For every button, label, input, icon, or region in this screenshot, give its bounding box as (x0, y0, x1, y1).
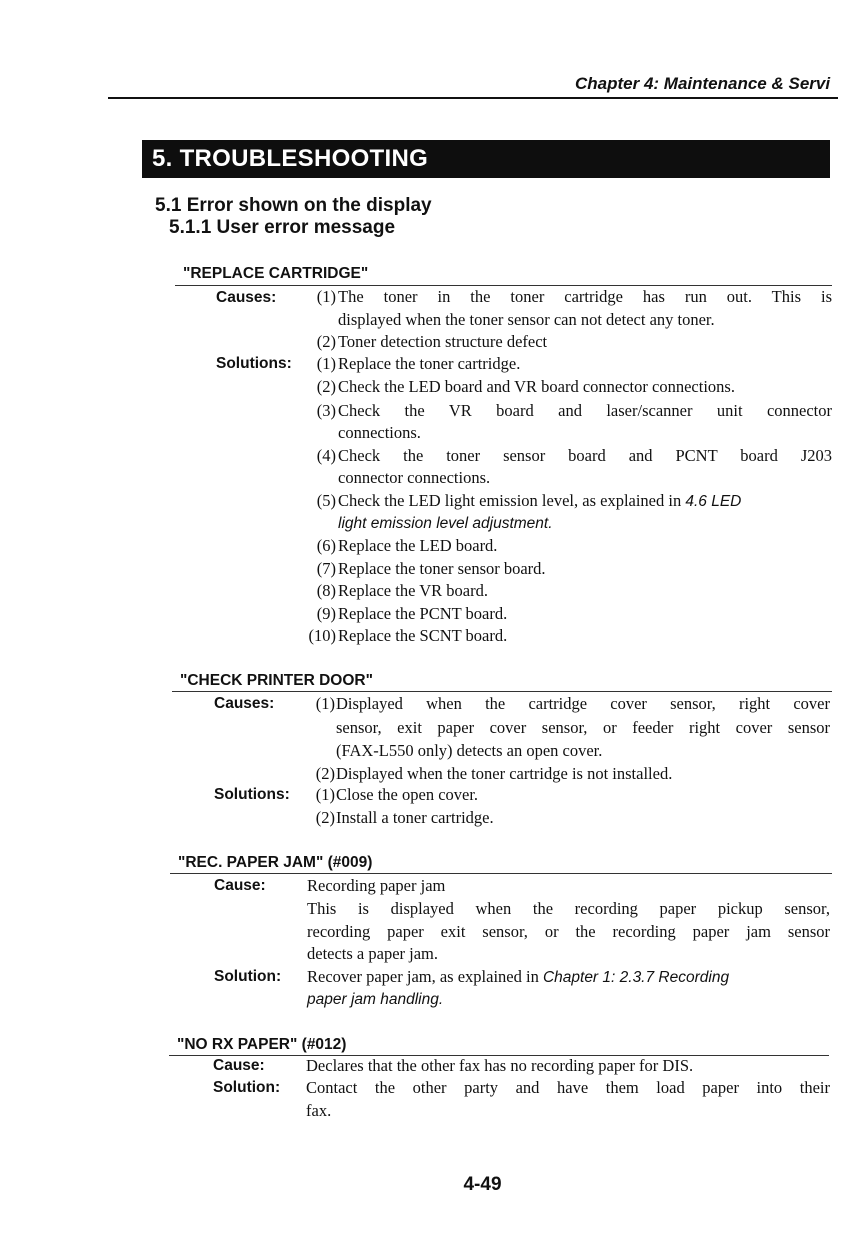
item-number: (8) (316, 581, 336, 600)
cause-text: The toner in the toner cartridge has run out. This is (338, 287, 832, 306)
solutions-label: Solutions: (216, 355, 292, 372)
item-number: (3) (316, 401, 336, 420)
error-title-replace-cartridge: "REPLACE CARTRIDGE" (183, 265, 369, 282)
item-number: (1) (316, 287, 336, 306)
solution-text: Install a toner cartridge. (336, 808, 494, 827)
item-number: (1) (316, 354, 336, 373)
cross-reference-link: paper jam handling. (307, 991, 444, 1008)
item-number: (1) (315, 785, 335, 804)
page-number: 4-49 (463, 1174, 502, 1195)
cause-text: This is displayed when the recording paper pickup sensor, (307, 899, 830, 918)
section-title: 5.1 Error shown on the display (155, 195, 432, 216)
solution-text: Replace the LED board. (338, 536, 498, 555)
solution-text: Check the toner sensor board and PCNT board J203 (338, 446, 832, 465)
solution-text: Replace the toner cartridge. (338, 354, 521, 373)
item-number: (4) (316, 446, 336, 465)
solution-text: Check the VR board and laser/scanner unit connector (338, 401, 832, 420)
causes-label: Causes: (216, 289, 277, 306)
error-rule (170, 873, 832, 874)
solution-text-plain: Check the LED light emission level, as explained in (338, 491, 682, 510)
chapter-title: 5. TROUBLESHOOTING (152, 145, 429, 172)
item-number: (9) (316, 604, 336, 623)
item-number: (2) (315, 808, 335, 827)
solution-text: Replace the toner sensor board. (338, 559, 546, 578)
header-rule (108, 97, 838, 99)
solution-text: Contact the other party and have them load paper into their (306, 1078, 830, 1097)
cause-text: displayed when the toner sensor can not detect any toner. (338, 310, 715, 329)
subsection-title: 5.1.1 User error message (169, 217, 396, 238)
item-number: (5) (316, 491, 336, 510)
error-title-no-rx-paper: "NO RX PAPER" (#012) (177, 1036, 347, 1053)
solution-text: Close the open cover. (336, 785, 479, 804)
cause-text: Toner detection structure defect (338, 332, 548, 351)
solution-text: Replace the SCNT board. (338, 626, 508, 645)
cause-text: recording paper exit sensor, or the recording paper jam sensor (307, 922, 830, 941)
causes-label: Causes: (214, 695, 275, 712)
item-number: (7) (316, 559, 336, 578)
item-number: (1) (315, 694, 335, 713)
cause-text: Declares that the other fax has no recording paper for DIS. (306, 1056, 694, 1075)
solution-text (307, 988, 443, 1011)
error-title-check-printer-door: "CHECK PRINTER DOOR" (180, 672, 373, 689)
cause-label: Cause: (214, 877, 266, 894)
solution-text: Replace the VR board. (338, 581, 488, 600)
solution-text: Check the LED board and VR board connector connections. (338, 377, 735, 396)
item-number: (2) (316, 332, 336, 351)
chapter-band (142, 140, 830, 178)
solution-label: Solution: (213, 1079, 281, 1096)
solution-text: connector connections. (338, 468, 491, 487)
item-number: (6) (316, 536, 336, 555)
item-number: (2) (316, 377, 336, 396)
cause-text: sensor, exit paper cover sensor, or feeder right cover sensor (336, 718, 830, 737)
solution-text: connections. (338, 423, 421, 442)
item-number: (2) (315, 764, 335, 783)
solution-text-plain: Recover paper jam, as explained in (307, 967, 539, 986)
page-footer (0, 1173, 865, 1197)
solution-text: Replace the PCNT board. (338, 604, 508, 623)
cross-reference-link: 4.6 LED (685, 493, 742, 510)
solution-text: fax. (306, 1101, 332, 1120)
solution-text (338, 512, 553, 535)
cause-text: Displayed when the cartridge cover sensor, right cover (336, 694, 830, 713)
error-rule (172, 691, 832, 692)
cause-text: detects a paper jam. (307, 944, 439, 963)
cause-text: Recording paper jam (307, 876, 446, 895)
solutions-label: Solutions: (214, 786, 290, 803)
cause-text: Displayed when the toner cartridge is not installed. (336, 764, 673, 783)
cross-reference-link: Chapter 1: 2.3.7 Recording (542, 969, 730, 986)
error-title-rec-paper-jam: "REC. PAPER JAM" (#009) (178, 854, 373, 871)
cause-label: Cause: (213, 1057, 265, 1074)
item-number: (10) (308, 626, 336, 645)
running-header: Chapter 4: Maintenance & Servi (575, 74, 831, 93)
cross-reference-link: light emission level adjustment. (338, 515, 553, 532)
cause-text: (FAX-L550 only) detects an open cover. (336, 741, 603, 760)
solution-text (307, 966, 729, 989)
solution-text (338, 490, 741, 513)
solution-label: Solution: (214, 968, 282, 985)
